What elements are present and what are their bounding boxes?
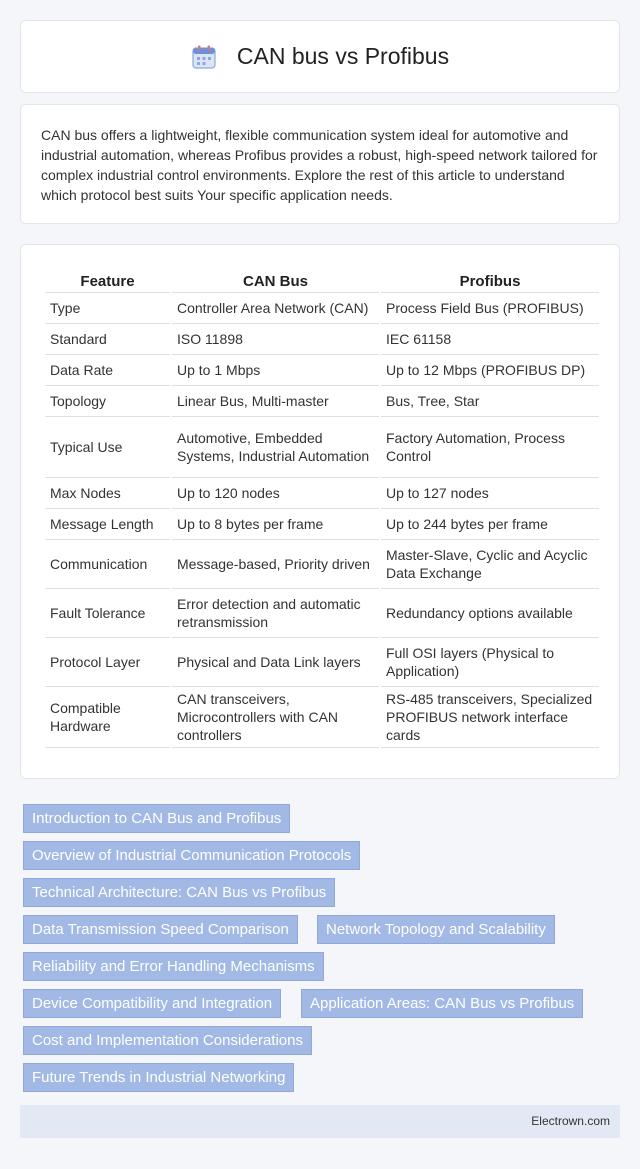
table-cell: Linear Bus, Multi-master bbox=[172, 386, 379, 417]
table-cell: Physical and Data Link layers bbox=[172, 638, 379, 687]
topic-link[interactable]: Application Areas: CAN Bus vs Profibus bbox=[301, 989, 583, 1018]
table-cell: ISO 11898 bbox=[172, 324, 379, 355]
table-cell: Standard bbox=[45, 324, 170, 355]
table-cell: Redundancy options available bbox=[381, 589, 599, 638]
table-cell: Up to 1 Mbps bbox=[172, 355, 379, 386]
table-cell: Protocol Layer bbox=[45, 638, 170, 687]
topic-link[interactable]: Network Topology and Scalability bbox=[317, 915, 555, 944]
table-row bbox=[45, 478, 599, 509]
topic-link[interactable]: Data Transmission Speed Comparison bbox=[23, 915, 298, 944]
table-row bbox=[45, 386, 599, 417]
table-cell: Communication bbox=[45, 540, 170, 589]
table-row bbox=[45, 589, 599, 638]
table-header-feature: Feature bbox=[45, 263, 170, 293]
table-cell: Message-based, Priority driven bbox=[172, 540, 379, 589]
table-cell: Type bbox=[45, 293, 170, 324]
table-cell: Up to 127 nodes bbox=[381, 478, 599, 509]
topic-link[interactable]: Reliability and Error Handling Mechanisms bbox=[23, 952, 324, 981]
calendar-icon bbox=[191, 44, 217, 70]
table-row bbox=[45, 638, 599, 687]
table-row bbox=[45, 355, 599, 386]
comparison-table bbox=[43, 263, 601, 748]
table-header-row bbox=[45, 263, 599, 293]
intro-card bbox=[20, 104, 620, 224]
table-cell: Max Nodes bbox=[45, 478, 170, 509]
table-row bbox=[45, 417, 599, 478]
table-row bbox=[45, 687, 599, 748]
table-cell: Master-Slave, Cyclic and Acyclic Data Exchange bbox=[381, 540, 599, 589]
table-cell: Process Field Bus (PROFIBUS) bbox=[381, 293, 599, 324]
table-cell: Full OSI layers (Physical to Application) bbox=[381, 638, 599, 687]
comparison-table-card bbox=[20, 244, 620, 779]
intro-text: CAN bus offers a lightweight, flexible communication system ideal for automotive and industrial automation, whereas Profibus provides a robust, high-speed network tailored for complex industrial control environments. Explore the rest of this article to understand which protocol best suits Your specific application needs. bbox=[41, 127, 598, 203]
table-cell: Up to 12 Mbps (PROFIBUS DP) bbox=[381, 355, 599, 386]
table-cell: Compatible Hardware bbox=[45, 687, 170, 748]
topic-link[interactable]: Device Compatibility and Integration bbox=[23, 989, 281, 1018]
table-cell: IEC 61158 bbox=[381, 324, 599, 355]
table-cell: Bus, Tree, Star bbox=[381, 386, 599, 417]
table-cell: Up to 244 bytes per frame bbox=[381, 509, 599, 540]
table-cell: RS-485 transceivers, Specialized PROFIBUS network interface cards bbox=[381, 687, 599, 748]
table-cell: Topology bbox=[45, 386, 170, 417]
table-cell: Up to 120 nodes bbox=[172, 478, 379, 509]
topic-link[interactable]: Overview of Industrial Communication Protocols bbox=[23, 841, 360, 870]
topic-link[interactable]: Introduction to CAN Bus and Profibus bbox=[23, 804, 290, 833]
table-header-profibus: Profibus bbox=[381, 263, 599, 293]
table-row bbox=[45, 293, 599, 324]
topic-link[interactable]: Technical Architecture: CAN Bus vs Profibus bbox=[23, 878, 335, 907]
title-card bbox=[20, 20, 620, 93]
table-row bbox=[45, 509, 599, 540]
footer bbox=[20, 1105, 620, 1138]
table-cell: Typical Use bbox=[45, 417, 170, 478]
table-cell: Data Rate bbox=[45, 355, 170, 386]
table-cell: CAN transceivers, Microcontrollers with CAN controllers bbox=[172, 687, 379, 748]
page-title: CAN bus vs Profibus bbox=[236, 43, 450, 69]
topic-link[interactable]: Cost and Implementation Considerations bbox=[23, 1026, 312, 1055]
footer-source: Electrown.com bbox=[531, 1114, 610, 1128]
table-header-canbus: CAN Bus bbox=[172, 263, 379, 293]
topic-link[interactable]: Future Trends in Industrial Networking bbox=[23, 1063, 294, 1092]
table-cell: Factory Automation, Process Control bbox=[381, 417, 599, 478]
table-cell: Fault Tolerance bbox=[45, 589, 170, 638]
table-cell: Message Length bbox=[45, 509, 170, 540]
table-row bbox=[45, 540, 599, 589]
table-cell: Up to 8 bytes per frame bbox=[172, 509, 379, 540]
table-row bbox=[45, 324, 599, 355]
table-cell: Automotive, Embedded Systems, Industrial Automation bbox=[172, 417, 379, 478]
table-cell: Error detection and automatic retransmission bbox=[172, 589, 379, 638]
table-cell: Controller Area Network (CAN) bbox=[172, 293, 379, 324]
